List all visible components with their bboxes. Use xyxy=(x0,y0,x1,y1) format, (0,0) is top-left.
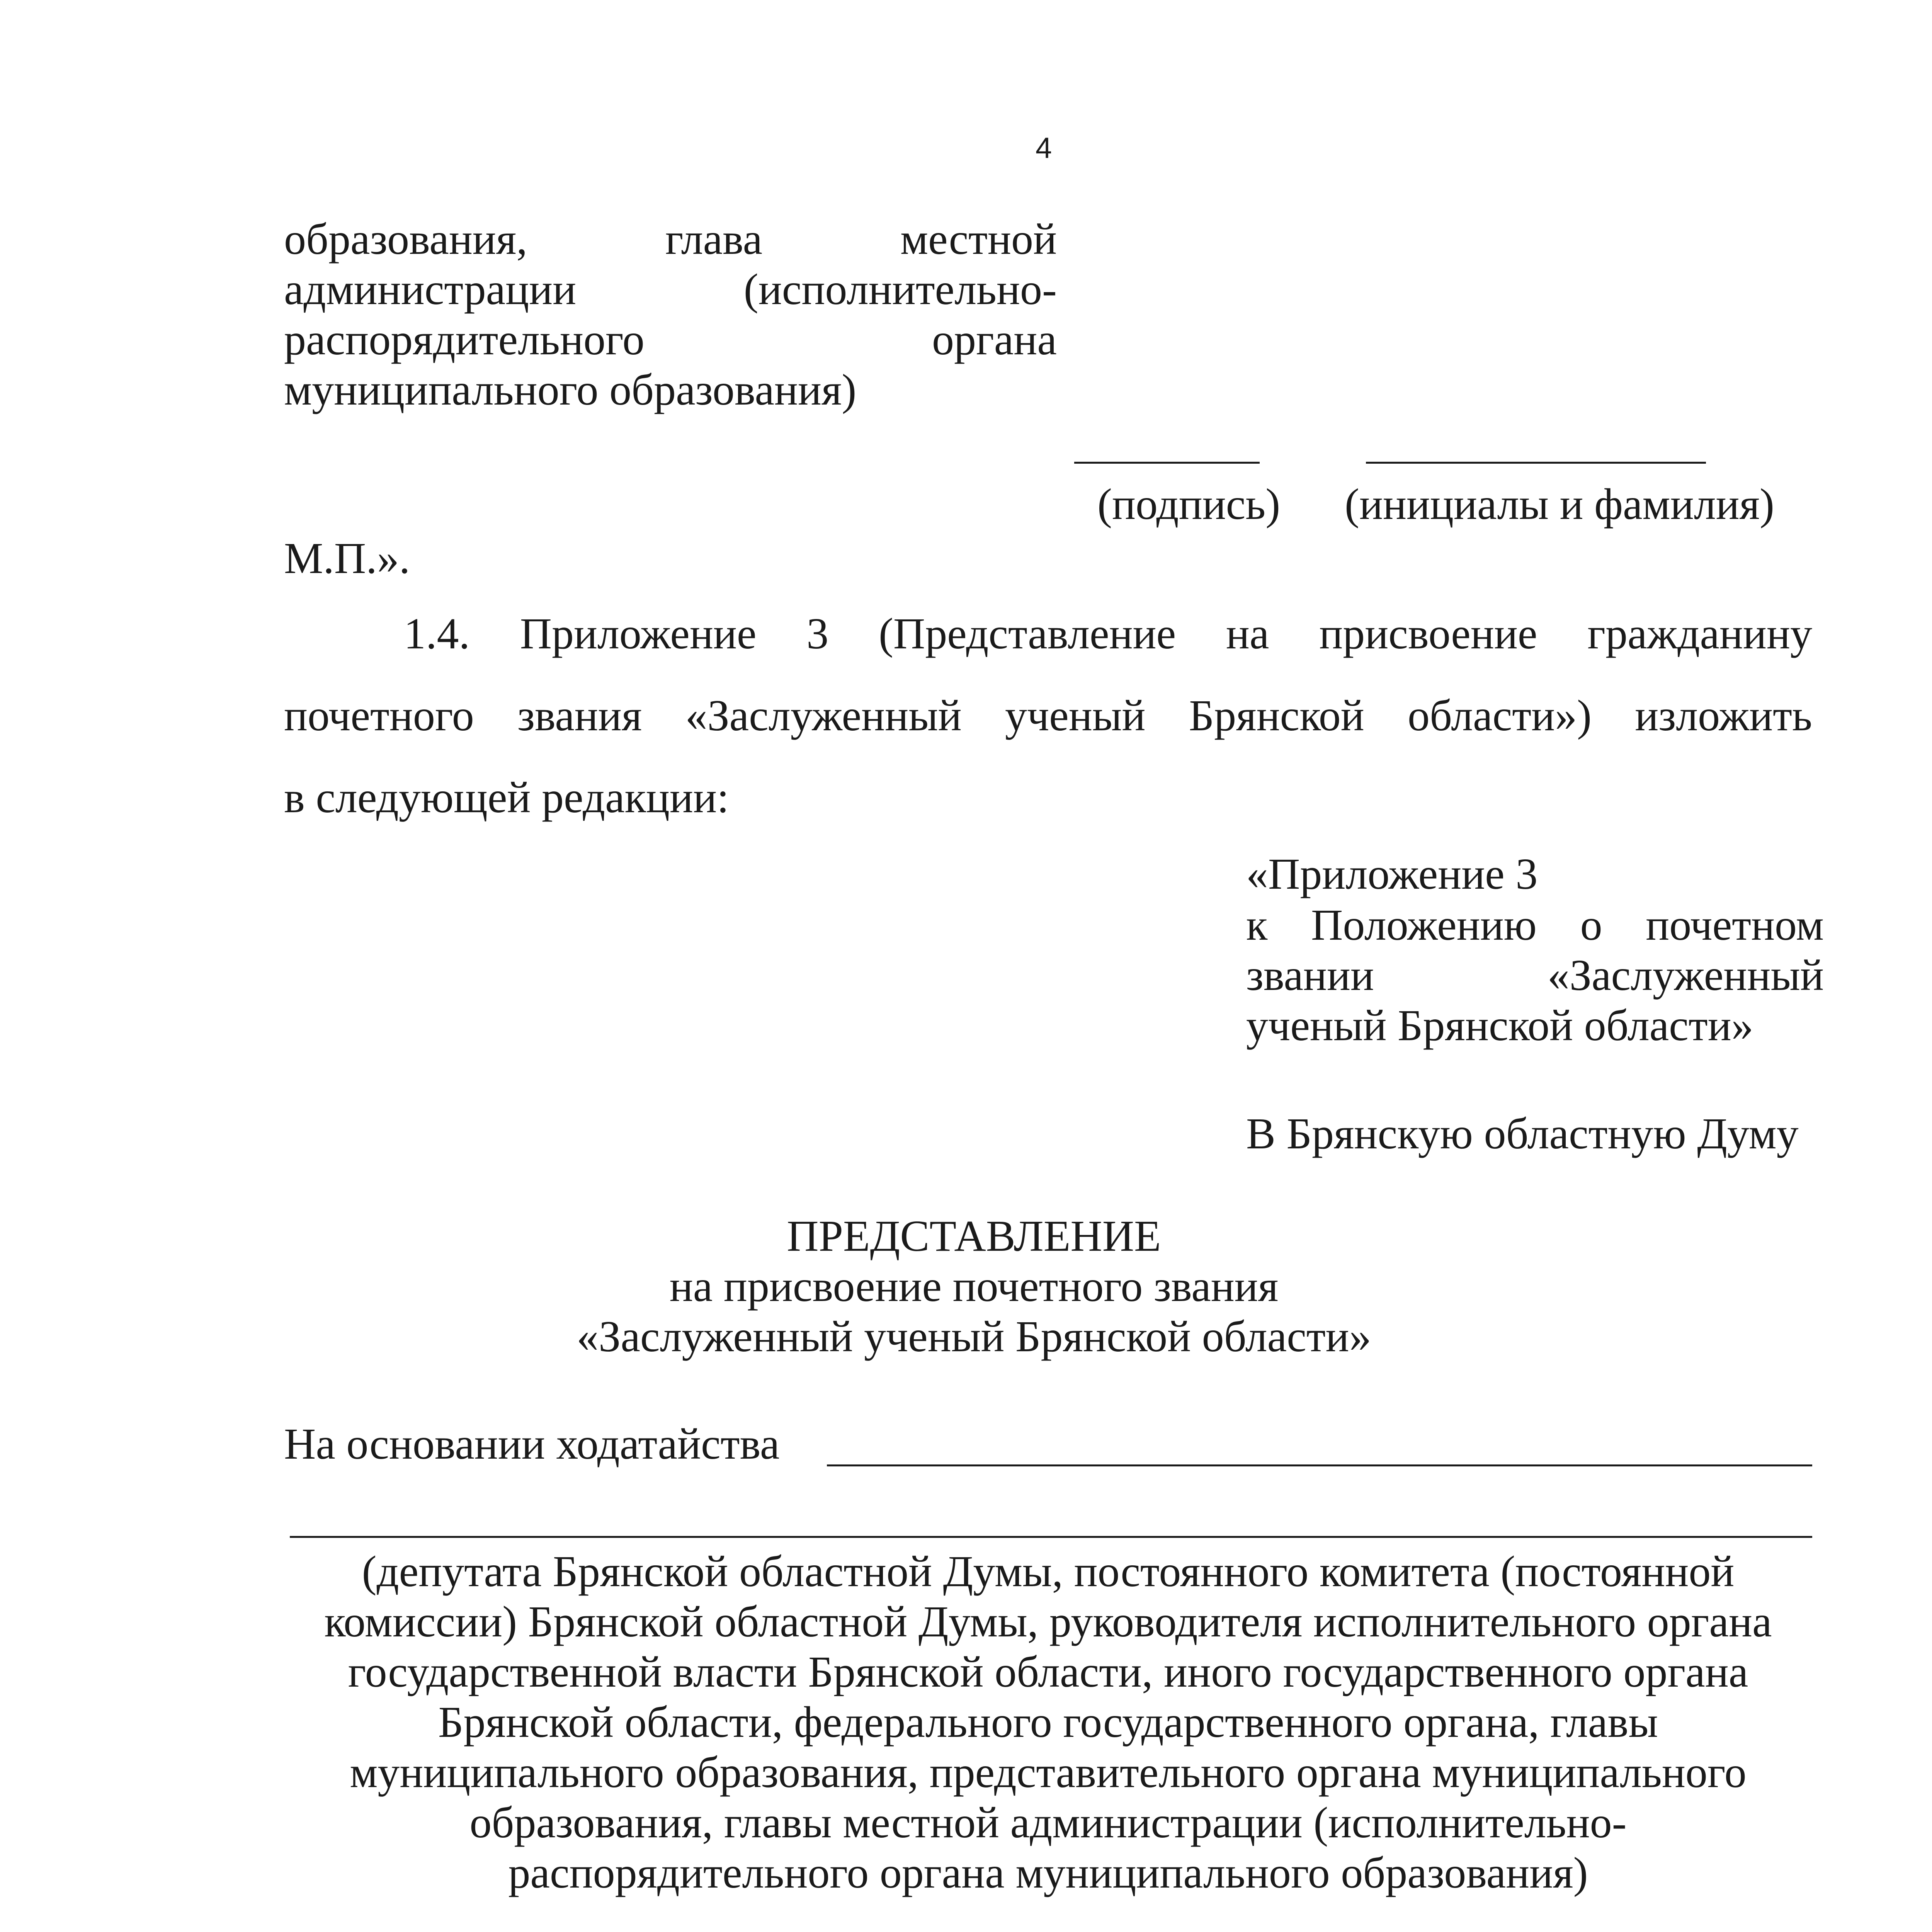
signer-line-4: муниципального образования) xyxy=(284,365,857,414)
signature-label: (подпись) xyxy=(1097,480,1281,529)
word: 3 xyxy=(806,609,829,658)
word: распорядительного xyxy=(284,315,645,364)
signer-line-2 xyxy=(284,265,1057,314)
word: гражданину xyxy=(1587,609,1812,658)
word: администрации xyxy=(284,265,577,314)
word: местной xyxy=(900,214,1057,264)
petition-label: На основании ходатайства xyxy=(284,1419,780,1468)
appendix-line-2 xyxy=(1246,900,1824,949)
petition-hint-line: (депутата Брянской областной Думы, постоянного комитета (постоянной xyxy=(362,1547,1735,1596)
word: области») xyxy=(1408,691,1592,740)
word: Брянской xyxy=(1189,691,1364,740)
word: на xyxy=(1226,609,1269,658)
page-number: 4 xyxy=(1036,132,1052,165)
form-subtitle-1: на присвоение почетного звания xyxy=(669,1262,1279,1311)
petition-hint-line: государственной власти Брянской области, иного государственного органа xyxy=(348,1647,1748,1696)
word: почетном xyxy=(1646,900,1824,949)
petition-hint-line: Брянской области, федерального государственного органа, главы xyxy=(438,1697,1658,1747)
word: к xyxy=(1246,900,1268,949)
word: изложить xyxy=(1635,691,1812,740)
appendix-line-1: «Приложение 3 xyxy=(1246,849,1538,898)
appendix-line-3 xyxy=(1246,951,1824,1000)
word: (исполнительно- xyxy=(743,265,1057,314)
petition-hint-line: комиссии) Брянской областной Думы, руководителя исполнительного органа xyxy=(324,1597,1772,1646)
word: присвоение xyxy=(1319,609,1537,658)
signature-line xyxy=(1074,462,1260,464)
signer-line-3 xyxy=(284,315,1057,364)
word: ученый xyxy=(1005,691,1146,740)
petition-hint-line: муниципального образования, представительного органа муниципального xyxy=(350,1748,1747,1797)
amendment-line-3: в следующей редакции: xyxy=(284,773,729,822)
word: глава xyxy=(665,214,763,264)
name-line xyxy=(1366,462,1706,464)
stamp-label: М.П.». xyxy=(284,534,410,583)
word: 1.4. xyxy=(404,609,470,658)
word: о xyxy=(1580,900,1602,949)
signer-line-1 xyxy=(284,214,1057,264)
word: звания xyxy=(517,691,642,740)
name-label: (инициалы и фамилия) xyxy=(1345,480,1775,529)
word: почетного xyxy=(284,691,474,740)
amendment-line-1 xyxy=(404,609,1812,658)
form-title: ПРЕДСТАВЛЕНИЕ xyxy=(787,1211,1161,1260)
word: (Представление xyxy=(878,609,1176,658)
petition-hint-line: распорядительного органа муниципального образования) xyxy=(508,1848,1588,1897)
addressee: В Брянскую областную Думу xyxy=(1246,1109,1799,1158)
word: органа xyxy=(932,315,1057,364)
word: Положению xyxy=(1311,900,1537,949)
amendment-line-2 xyxy=(284,691,1812,740)
word: «Заслуженный xyxy=(1547,951,1824,1000)
petition-hint-line: образования, главы местной администрации (исполнительно- xyxy=(469,1798,1627,1847)
appendix-line-4: ученый Брянской области» xyxy=(1246,1001,1753,1050)
word: Приложение xyxy=(520,609,757,658)
word: «Заслуженный xyxy=(685,691,962,740)
word: звании xyxy=(1246,951,1374,1000)
word: образования, xyxy=(284,214,527,264)
petition-blank-line xyxy=(827,1464,1812,1466)
form-subtitle-2: «Заслуженный ученый Брянской области» xyxy=(577,1312,1371,1361)
petition-blank-line-2 xyxy=(290,1536,1812,1538)
